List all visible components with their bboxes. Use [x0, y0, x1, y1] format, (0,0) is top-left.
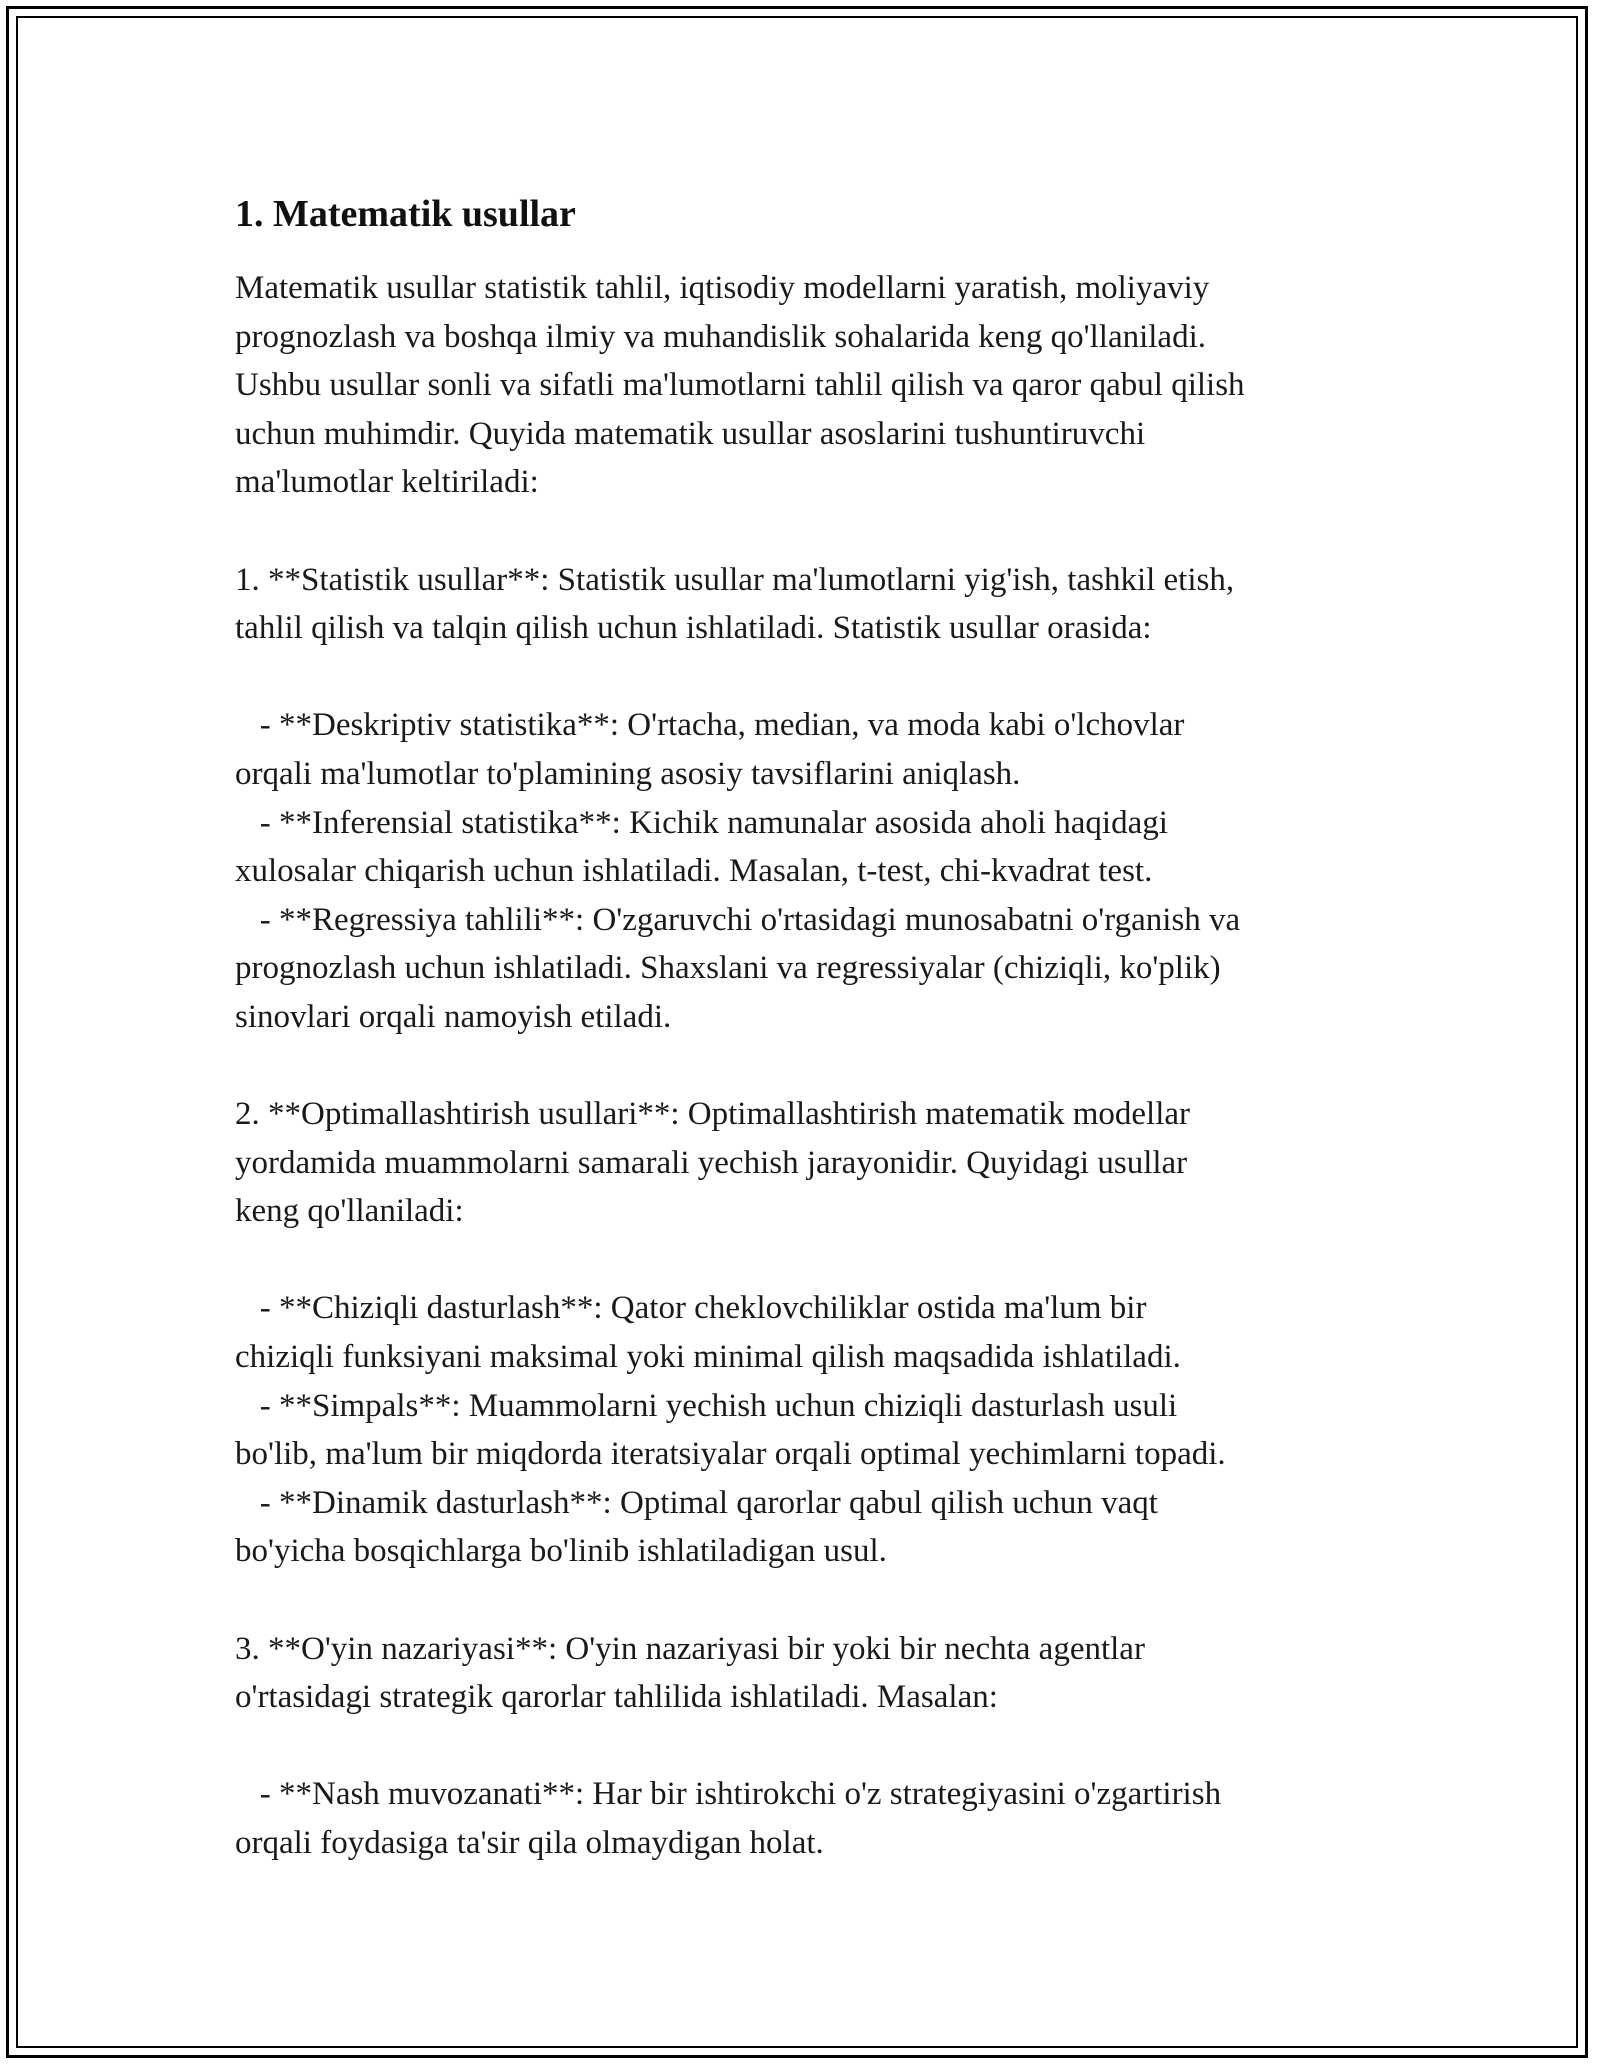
section-body: Matematik usullar statistik tahlil, iqtisodiy modellarni yaratish, moliyaviy prognozlash va boshqa ilmiy va muhandislik sohalarida keng qo'llaniladi. Ushbu usullar sonli va sifatli ma'lumotlarni tahlil qilish va qaror qabul qilish uchun muhimdir. Quyida matematik usullar asoslarini tushuntiruvchi ma'lumotlar keltiriladi: 1. **Statistik usullar**: Statistik usullar ma'lumotlarni yig'ish, tashkil etish, tahlil qilish va talqin qilish uchun ishlatiladi. Statistik usullar orasida: - **Deskriptiv statistika**: O'rtacha, median, va moda kabi o'lchovlar orqali ma'lumotlar to'plamining asosiy tavsiflarini aniqlash. - **Inferensial statistika**: Kichik namunalar asosida aholi haqidagi xulosalar chiqarish uchun ishlatiladi. Masalan, t-test, chi-kvadrat test. - **Regressiya tahlili**: O'zgaruvchi o'rtasidagi munosabatni o'rganish va prognozlash uchun ishlatiladi. Shaxslani va regressiyalar (chiziqli, ko'plik) sinovlari orqali namoyish etiladi. 2. **Optimallashtirish usullari**: Optimallashtirish matematik modellar yordamida muammolarni samarali yechish jarayonidir. Quyidagi usullar keng qo'llaniladi: - **Chiziqli dasturlash**: Qator cheklovchiliklar ostida ma'lum bir chiziqli funksiyani maksimal yoki minimal qilish maqsadida ishlatiladi. - **Simpals**: Muammolarni yechish uchun chiziqli dasturlash usuli bo'lib, ma'lum bir miqdorda iteratsiyalar orqali optimal yechimlarni topadi. - **Dinamik dasturlash**: Optimal qarorlar qabul qilish uchun vaqt bo'yicha bosqichlarga bo'linib ishlatiladigan usul. 3. **O'yin nazariyasi**: O'yin nazariyasi bir yoki bir nechta agentlar o'rtasidagi strategik qarorlar tahlilida ishlatiladi. Masalan: - **Nash muvozanati**: Har bir ishtirokchi o'z strategiyasini o'zgartirish orqali foydasiga ta'sir qila olmaydigan holat. [235, 270, 1245, 1861]
document-content [235, 190, 1385, 1868]
section-heading: 1. Matematik usullar [235, 193, 576, 235]
